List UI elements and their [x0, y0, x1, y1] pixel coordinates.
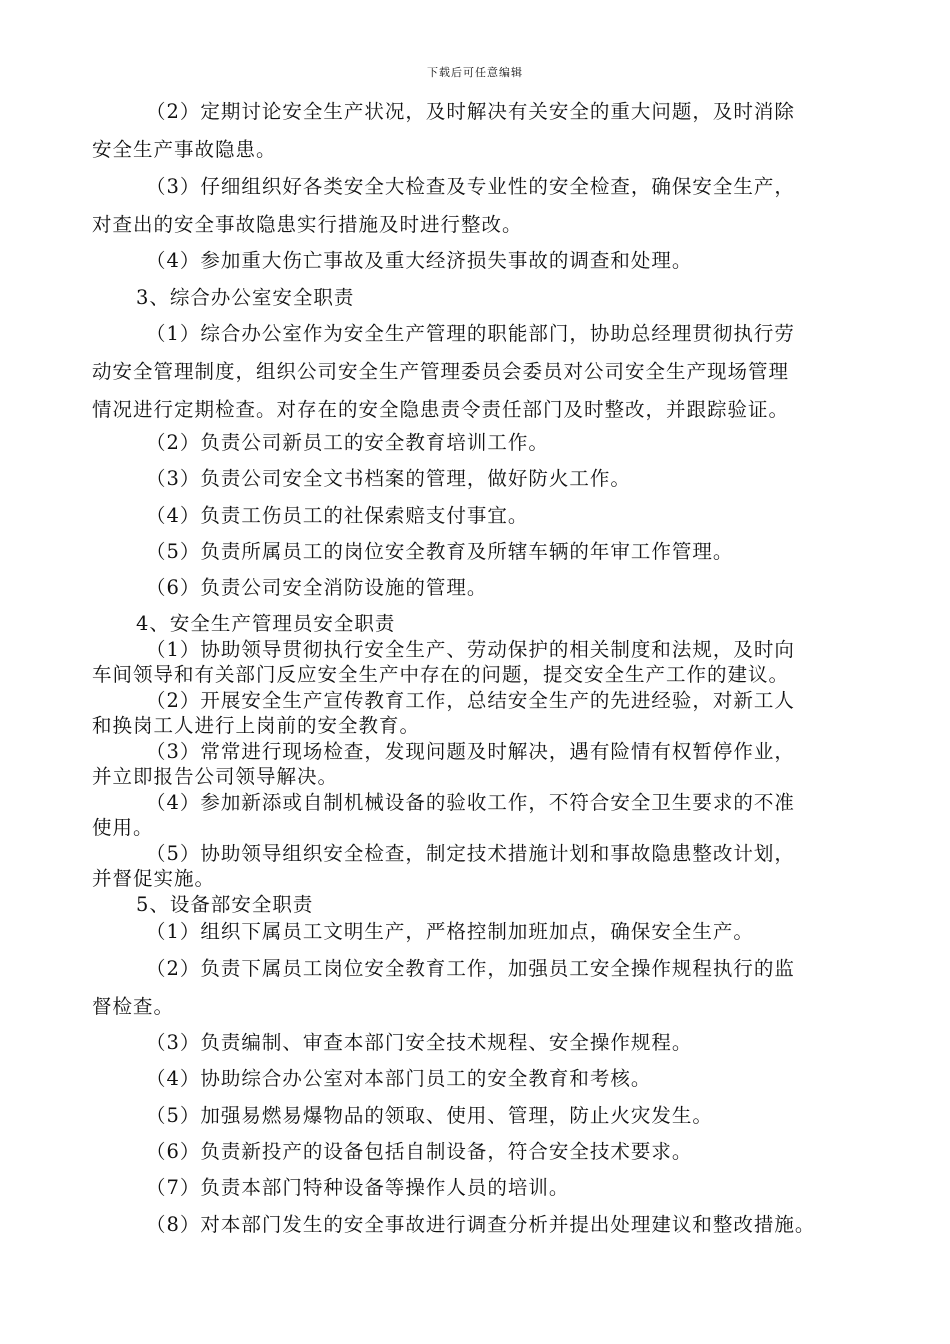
text-line: 督检查。 [92, 995, 175, 1018]
text-line: （4）参加新添或自制机械设备的验收工作，不符合安全卫生要求的不准 [146, 790, 795, 814]
text-line: （4）参加重大伤亡事故及重大经济损失事故的调查和处理。 [146, 249, 693, 272]
text-line: （8）对本部门发生的安全事故进行调查分析并提出处理建议和整改措施。 [146, 1213, 816, 1236]
paragraph-office-duty-3 [92, 460, 862, 498]
text-line: （2）负责公司新员工的安全教育培训工作。 [146, 431, 549, 454]
paragraph-equipment-duty-4 [92, 1060, 862, 1098]
paragraph-office-duty-6 [92, 569, 862, 607]
text-line: （2）开展安全生产宣传教育工作，总结安全生产的先进经验，对新工人 [146, 688, 795, 712]
text-line: 安全生产事故隐患。 [92, 138, 277, 161]
paragraph-duty-2 [92, 93, 862, 169]
text-line: 情况进行定期检查。对存在的安全隐患责令责任部门及时整改，并跟踪验证。 [92, 398, 790, 421]
paragraph-office-duty-1 [92, 315, 862, 429]
text-line: （1）综合办公室作为安全生产管理的职能部门，协助总经理贯彻执行劳 [146, 322, 795, 345]
text-line: （4）负责工伤员工的社保索赔支付事宜。 [146, 504, 529, 527]
paragraph-office-duty-2 [92, 424, 862, 462]
section-safety-manager [92, 611, 862, 917]
section-heading-3 [92, 279, 862, 317]
text-line: （5）协助领导组织安全检查，制定技术措施计划和事故隐患整改计划， [146, 841, 795, 865]
text-line: 使用。 [92, 816, 154, 839]
text-line: 对查出的安全事故隐患实行措施及时进行整改。 [92, 213, 523, 236]
text-line: （7）负责本部门特种设备等操作人员的培训。 [146, 1176, 570, 1199]
paragraph-equipment-duty-7 [92, 1169, 862, 1207]
text-line: （3）负责公司安全文书档案的管理，做好防火工作。 [146, 467, 631, 490]
paragraph-equipment-duty-8 [92, 1206, 862, 1244]
text-line: 动安全管理制度，组织公司安全生产管理委员会委员对公司安全生产现场管理 [92, 360, 790, 383]
text-line: （4）协助综合办公室对本部门员工的安全教育和考核。 [146, 1067, 652, 1090]
text-line: （3）仔细组织好各类安全大检查及专业性的安全检查，确保安全生产， [146, 175, 795, 198]
text-line: （6）负责公司安全消防设施的管理。 [146, 576, 488, 599]
text-line: 车间领导和有关部门反应安全生产中存在的问题，提交安全生产工作的建议。 [92, 663, 790, 686]
text-line: （3）负责编制、审查本部门安全技术规程、安全操作规程。 [146, 1031, 693, 1054]
text-line: （2）定期讨论安全生产状况，及时解决有关安全的重大问题，及时消除 [146, 100, 795, 123]
text-line: （5）负责所属员工的岗位安全教育及所辖车辆的年审工作管理。 [146, 540, 734, 563]
text-line: 并立即报告公司领导解决。 [92, 765, 339, 788]
text-line: 和换岗工人进行上岗前的安全教育。 [92, 714, 421, 737]
paragraph-equipment-duty-1 [92, 913, 862, 951]
paragraph-office-duty-4 [92, 497, 862, 535]
paragraph-equipment-duty-2 [92, 950, 862, 1026]
text-line: 并督促实施。 [92, 867, 216, 890]
section-heading: 3、综合办公室安全职责 [136, 286, 355, 309]
paragraph-equipment-duty-6 [92, 1133, 862, 1171]
text-line: （2）负责下属员工岗位安全教育工作，加强员工安全操作规程执行的监 [146, 957, 795, 980]
paragraph-equipment-duty-5 [92, 1097, 862, 1135]
page-header: 下载后可任意编辑 [427, 66, 523, 79]
paragraph-office-duty-5 [92, 533, 862, 571]
text-line: （1）协助领导贯彻执行安全生产、劳动保护的相关制度和法规，及时向 [146, 637, 795, 661]
text-line: （1）组织下属员工文明生产，严格控制加班加点，确保安全生产。 [146, 920, 754, 943]
paragraph-equipment-duty-3 [92, 1024, 862, 1062]
text-line: （5）加强易燃易爆物品的领取、使用、管理，防止火灾发生。 [146, 1104, 713, 1127]
text-line: （6）负责新投产的设备包括自制设备，符合安全技术要求。 [146, 1140, 693, 1163]
section-heading: 4、安全生产管理员安全职责 [136, 612, 396, 635]
text-line: （3）常常进行现场检查，发现问题及时解决，遇有险情有权暂停作业， [146, 739, 795, 763]
section-heading: 5、设备部安全职责 [136, 892, 314, 916]
paragraph-duty-4 [92, 242, 862, 280]
paragraph-duty-3 [92, 168, 862, 244]
